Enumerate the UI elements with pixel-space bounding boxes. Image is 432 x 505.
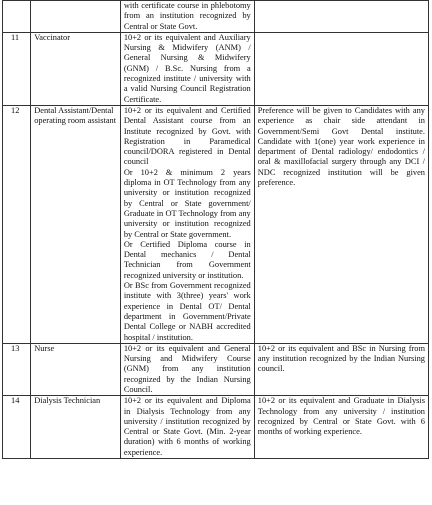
table-row-vaccinator [3, 32, 429, 105]
serial-number-cell [3, 1, 31, 33]
post-name-cell [31, 1, 121, 33]
qualification-cell [120, 105, 254, 343]
serial-number-cell: 14 [3, 396, 31, 459]
recruitment-qualification-table [2, 0, 429, 459]
qualification-cell [120, 343, 254, 395]
preference-cell [254, 32, 428, 105]
document-page [2, 0, 429, 459]
serial-number-cell: 13 [3, 343, 31, 395]
table-row-dialysis-technician [3, 396, 429, 459]
post-name-cell: Nurse [31, 343, 121, 395]
qualification-text: Or Certified Diploma course in Dental mechanics / Dental Technician from Government recognized university or institution. [123, 239, 251, 280]
qualification-text: Or BSc from Government recognized institute with 3(three) years' work experience in Dental OT/ Dental department in Government/Private Dental College or NABH accredited hospital / institution. [123, 281, 251, 342]
preference-cell: 10+2 or its equivalent and Graduate in Dialysis Technology from any university / institution recognized by Central or State Govt. with 6 months of working experience. [254, 396, 428, 459]
qualification-text: with certificate course in phlebotomy from an institution recognized by Central or State Govt. [123, 1, 251, 31]
qualification-text: 10+2 or its equivalent and Diploma in Dialysis Technology from any university / institution recognized by Central or State Govt. (Min. 2-year duration) with 6 months of working experience. [123, 396, 251, 457]
post-name-cell: Dialysis Technician [31, 396, 121, 459]
table-row-nurse [3, 343, 429, 395]
table-row-dental-assistant [3, 105, 429, 343]
qualification-text: 10+2 or its equivalent and General Nursing and Midwifery Course (GNM) from any institution recognized by the Indian Nursing Council. [123, 343, 251, 394]
preference-cell [254, 1, 428, 33]
qualification-cell [120, 32, 254, 105]
serial-number-cell: 11 [3, 32, 31, 105]
table-row-continuation [3, 1, 429, 33]
preference-cell: Preference will be given to Candidates with any experience as chair side attendant in Government/Semi Govt Dental institute. Candidate with 1(one) year work experience in department of Dental radiology/ endodontics / oral & maxillofacial surgery through any DCI / NDC recognized institution will be given preference. [254, 105, 428, 343]
post-name-cell: Vaccinator [31, 32, 121, 105]
serial-number-cell: 12 [3, 105, 31, 343]
preference-cell: 10+2 or its equivalent and BSc in Nursing from any institution recognized by the Indian Nursing council. [254, 343, 428, 395]
qualification-text: Or 10+2 & minimum 2 years diploma in OT Technology from any university or institution recognized by Central or State government/ Graduate in OT Technology from any university or institution recognized by Central or State government. [123, 167, 251, 239]
qualification-text: 10+2 or its equivalent and Certified Dental Assistant course from an Institute recognized by Govt. with Registration in Paramedical council/DORA registered in Dental council [123, 105, 251, 167]
qualification-text: 10+2 or its equivalent and Auxiliary Nursing & Midwifery (ANM) / General Nursing & Midwifery (GNM) / B.Sc. Nursing from a recognized institute / university with a valid Nursing Council Registration Certificate. [123, 32, 251, 104]
post-name-cell: Dental Assistant/Dental operating room assistant [31, 105, 121, 343]
qualification-cell [120, 1, 254, 33]
qualification-cell [120, 396, 254, 459]
